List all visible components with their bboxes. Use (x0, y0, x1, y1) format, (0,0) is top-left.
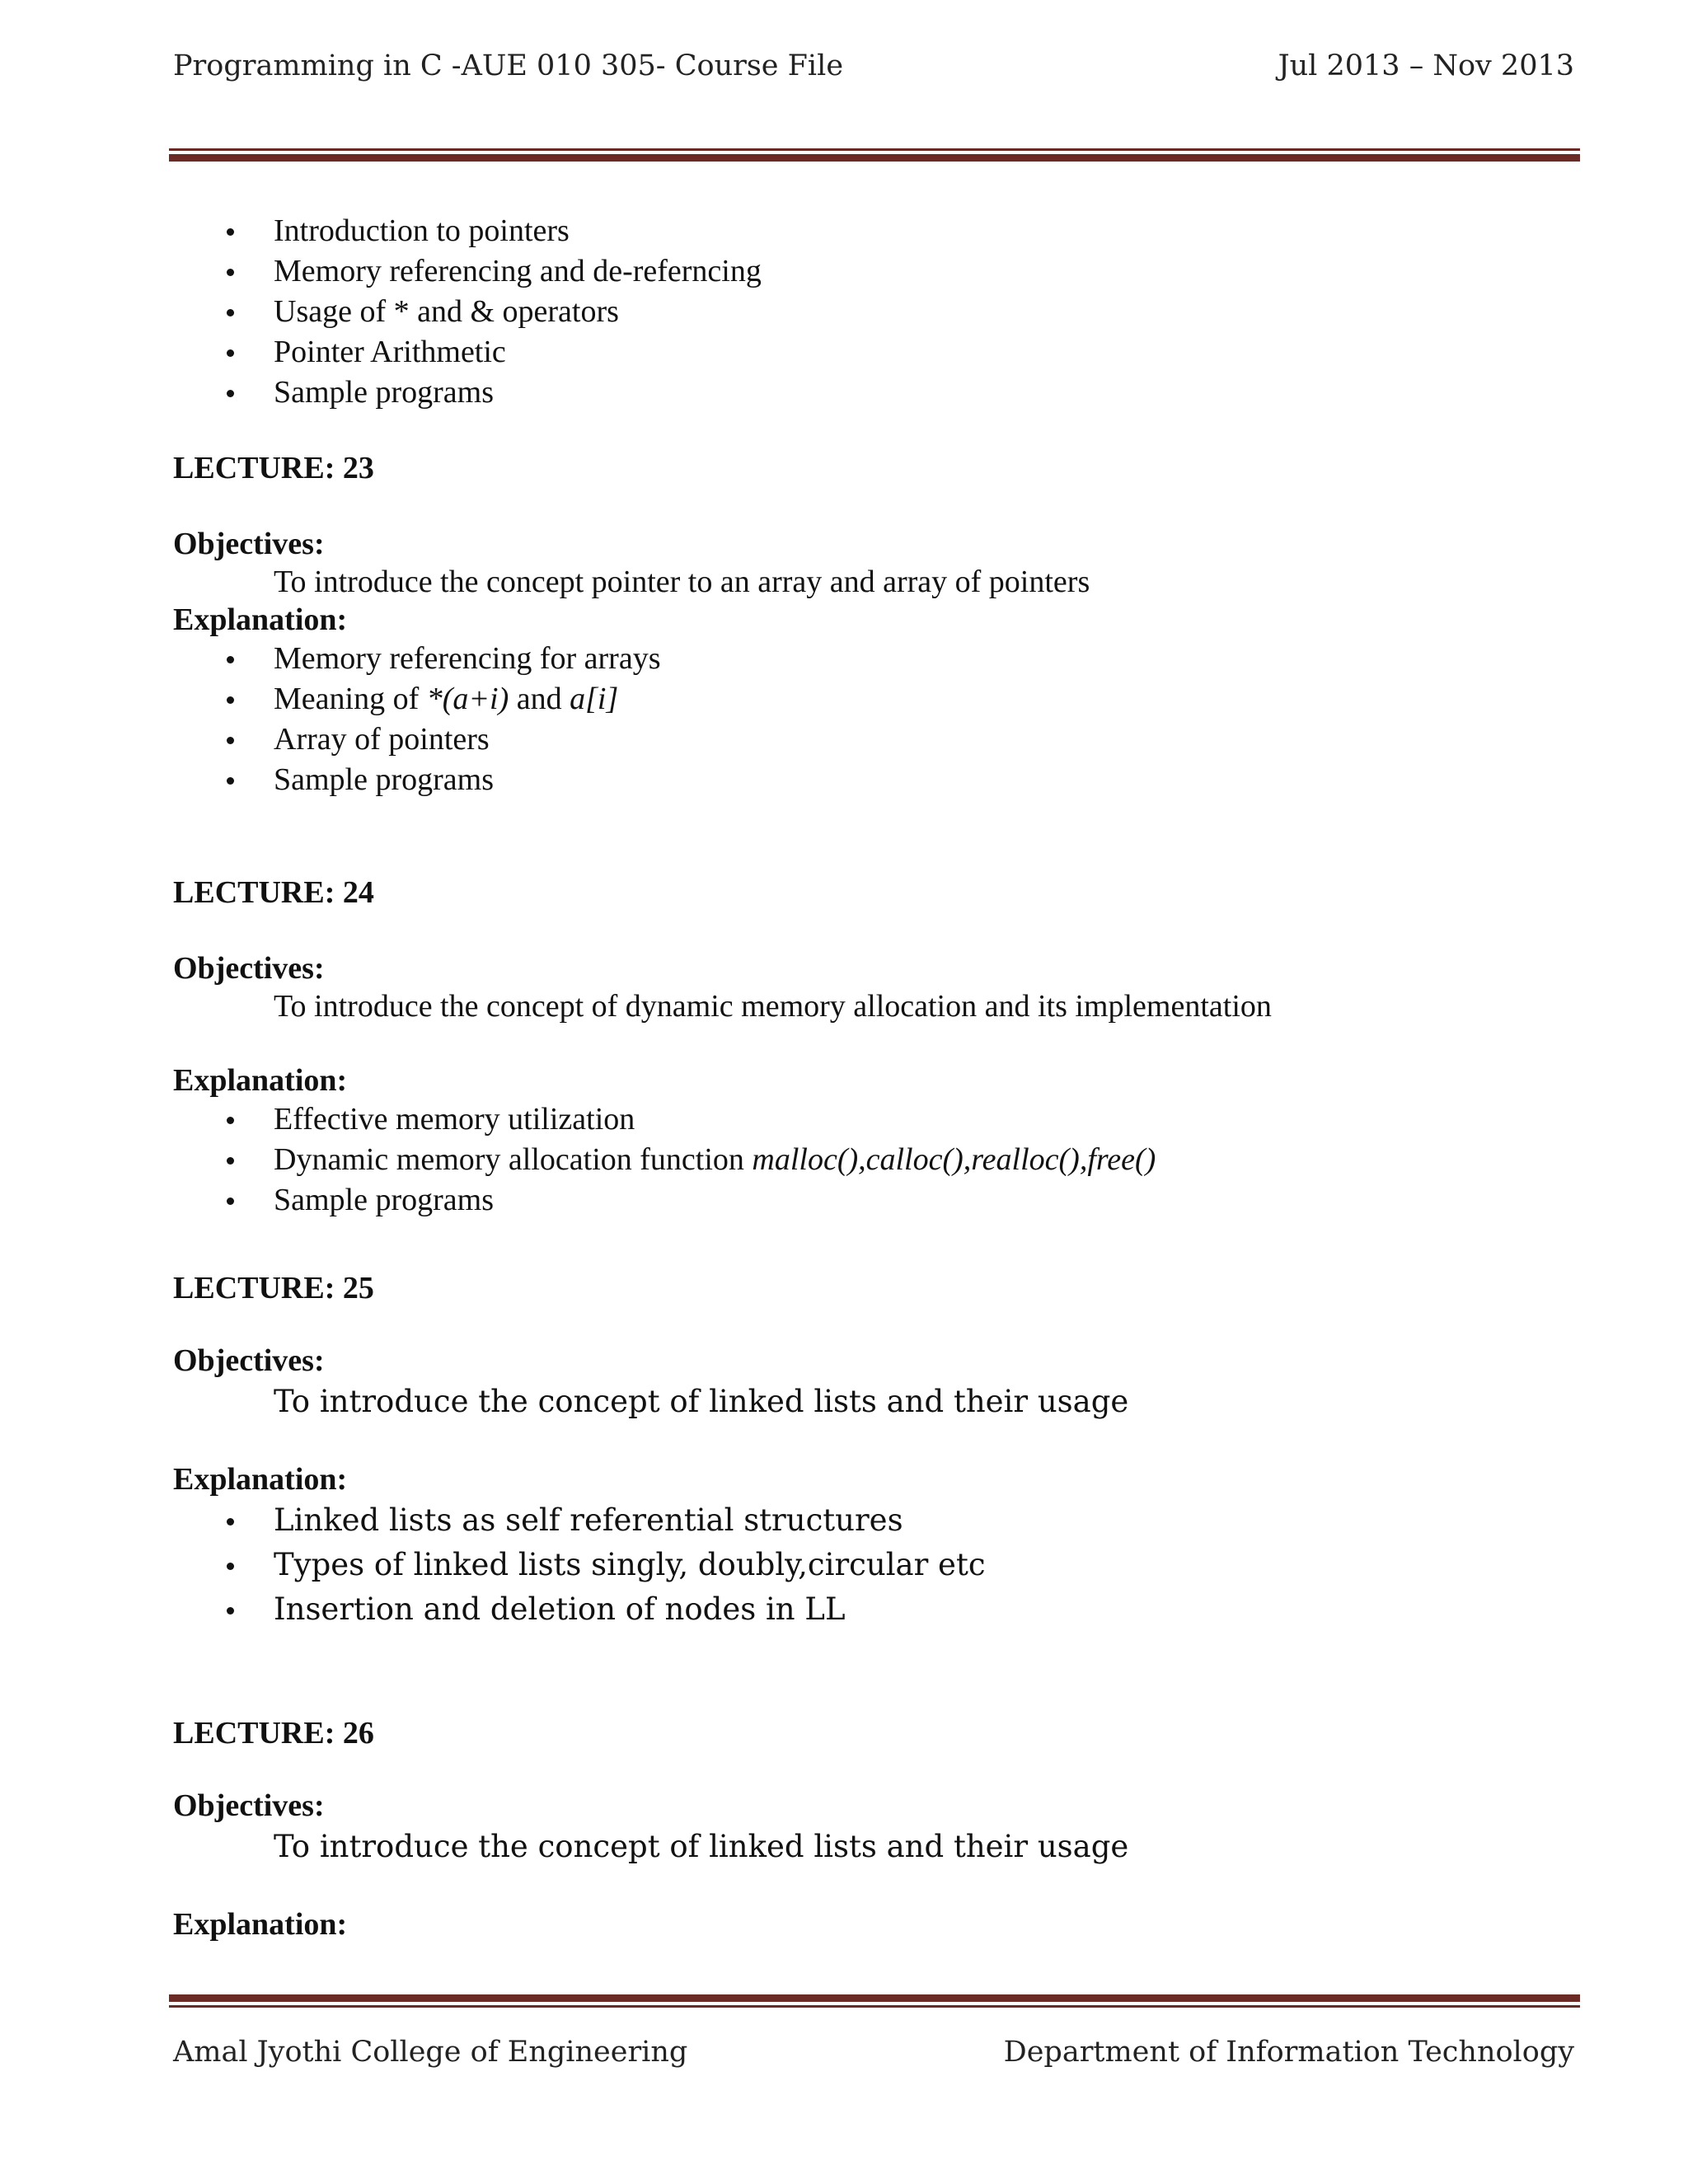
lecture-24-section (173, 874, 1574, 1221)
list-item: Pointer Arithmetic (173, 332, 1574, 373)
course-period: Jul 2013 – Nov 2013 (1278, 49, 1574, 82)
explanation-bullet-list (173, 639, 1574, 800)
list-item: Types of linked lists singly, doubly,circular etc (173, 1543, 1574, 1587)
list-item (173, 679, 1574, 719)
list-item: Effective memory utilization (173, 1099, 1574, 1140)
explanation-label: Explanation: (173, 1907, 348, 1942)
lecture-25-section (173, 1269, 1574, 1632)
intro-section (173, 211, 1574, 413)
lecture-heading: LECTURE: 26 (173, 1716, 374, 1750)
list-item: Memory referencing for arrays (173, 639, 1574, 679)
list-item: Insertion and deletion of nodes in LL (173, 1587, 1574, 1632)
list-item: Sample programs (173, 1180, 1574, 1221)
college-name: Amal Jyothi College of Engineering (173, 2036, 688, 2069)
objectives-label: Objectives: (173, 1788, 325, 1823)
objectives-label: Objectives: (173, 527, 325, 561)
course-title: Programming in C -AUE 010 305- Course File (173, 49, 844, 82)
header-rule (169, 148, 1580, 162)
objectives-label: Objectives: (173, 951, 325, 986)
intro-bullet-list (173, 211, 1574, 413)
explanation-label: Explanation: (173, 602, 348, 637)
array-expression: a[i] (570, 682, 619, 716)
department-name: Department of Information Technology (1003, 2036, 1574, 2069)
explanation-label: Explanation: (173, 1462, 348, 1497)
list-item: Sample programs (173, 373, 1574, 413)
list-item (173, 1140, 1574, 1180)
page-footer (173, 2036, 1574, 2069)
lecture-heading: LECTURE: 24 (173, 875, 374, 910)
explanation-bullet-list (173, 1498, 1574, 1632)
bullet-text: and (509, 682, 570, 716)
list-item: Memory referencing and de-referncing (173, 251, 1574, 292)
lecture-23-section (173, 449, 1574, 800)
pointer-expression: *(a+i) (426, 682, 509, 716)
list-item: Linked lists as self referential structures (173, 1498, 1574, 1543)
explanation-bullet-list (173, 1099, 1574, 1221)
lecture-heading: LECTURE: 23 (173, 451, 374, 485)
lecture-26-section (173, 1714, 1574, 1943)
list-item: Sample programs (173, 760, 1574, 800)
objective-text: To introduce the concept of linked lists and their usage (274, 1829, 1129, 1864)
objective-text: To introduce the concept pointer to an array and array of pointers (274, 565, 1090, 599)
lecture-heading: LECTURE: 25 (173, 1271, 374, 1305)
page-header (173, 49, 1574, 82)
footer-rule (169, 1994, 1580, 2008)
bullet-text: Dynamic memory allocation function (274, 1142, 753, 1177)
bullet-text: Meaning of (274, 682, 427, 716)
list-item: Usage of * and & operators (173, 292, 1574, 332)
function-names: malloc(),calloc(),realloc(),free() (752, 1142, 1156, 1177)
objectives-label: Objectives: (173, 1343, 325, 1378)
objective-text: To introduce the concept of linked lists and their usage (274, 1384, 1129, 1419)
explanation-label: Explanation: (173, 1063, 348, 1098)
list-item: Array of pointers (173, 719, 1574, 760)
list-item: Introduction to pointers (173, 211, 1574, 251)
objective-text: To introduce the concept of dynamic memory allocation and its implementation (274, 989, 1272, 1024)
